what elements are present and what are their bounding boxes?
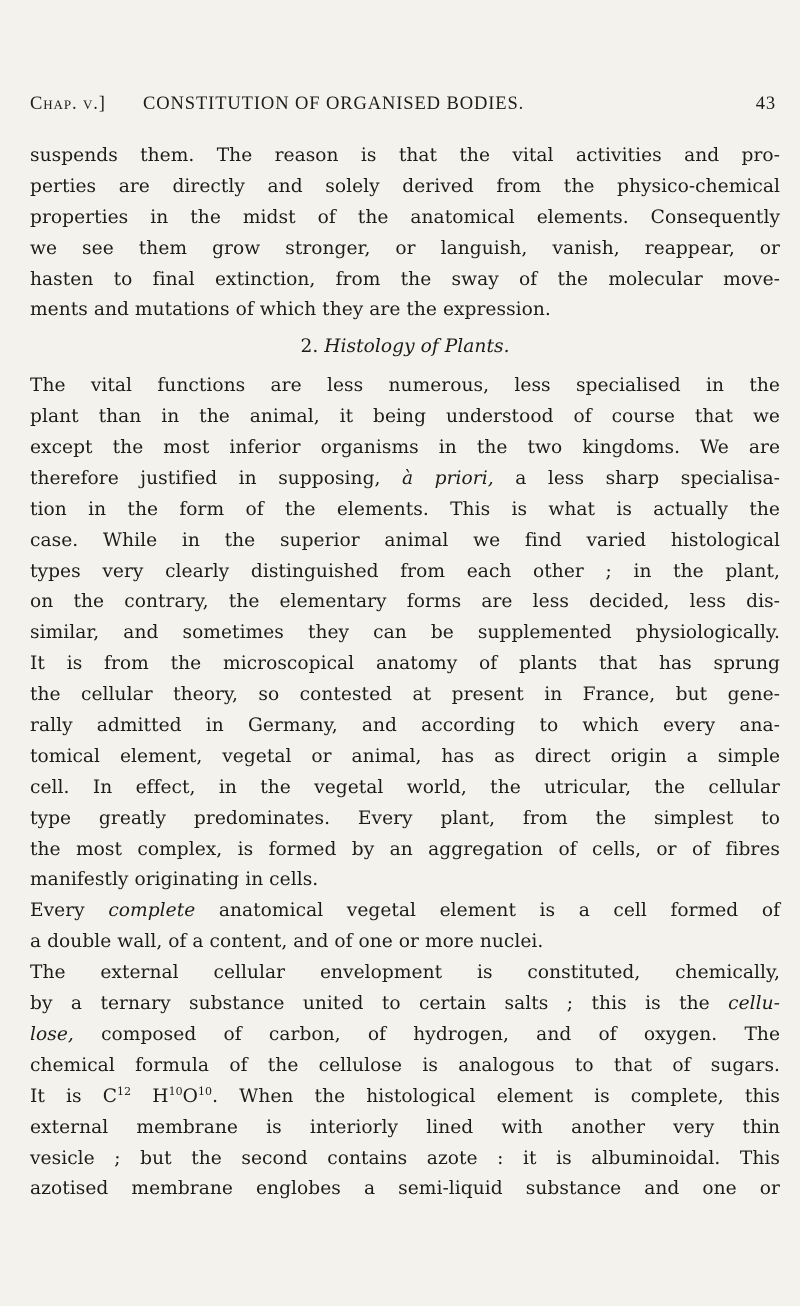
text-line: similar, and sometimes they can be supplemented physiologically. (30, 622, 780, 644)
text-line: types very clearly distinguished from each other ; in the plant, (30, 560, 780, 582)
chapter-label: Chap. v.] (30, 94, 106, 114)
text-run: . When the histological element is complete, this (212, 1085, 780, 1107)
text-line: properties in the midst of the anatomical elements. Consequently (30, 206, 780, 228)
text-line: chemical formula of the cellulose is analogous to that of sugars. (30, 1054, 780, 1076)
text-line: we see them grow stronger, or languish, vanish, reappear, or (30, 237, 780, 259)
running-title: CONSTITUTION OF ORGANISED BODIES. (143, 94, 525, 114)
text-line: perties are directly and solely derived from the physico-chemical (30, 175, 780, 197)
section-title: Histology of Plants. (324, 336, 510, 358)
text-run: H (131, 1085, 169, 1107)
text-line: The vital functions are less numerous, less specialised in the (30, 375, 780, 397)
italic-run: cellu- (728, 993, 780, 1015)
italic-run: lose, (30, 1023, 74, 1045)
italic-run: à priori, (402, 467, 494, 489)
text-line: The external cellular envelopment is constituted, chemically, (30, 962, 780, 984)
section-heading (30, 332, 780, 363)
text-line: tion in the form of the elements. This is what is actually the (30, 498, 780, 520)
text-line: manifestly originating in cells. (30, 869, 319, 891)
text-line: a double wall, of a content, and of one or more nuclei. (30, 931, 544, 953)
text-run: composed of carbon, of hydrogen, and of oxygen. The (101, 1023, 780, 1045)
text-line: vesicle ; but the second contains azote : it is albuminoidal. This (30, 1147, 780, 1169)
text-line: plant than in the animal, it being understood of course that we (30, 406, 780, 428)
section-number: 2. (300, 336, 319, 358)
text-line (30, 1020, 780, 1051)
text-line: It is from the microscopical anatomy of plants that has sprung (30, 653, 780, 675)
text-run: Every (30, 900, 85, 922)
text-run: It is C (30, 1085, 118, 1107)
running-header (30, 94, 776, 120)
text-line: external membrane is interiorly lined with another very thin (30, 1116, 780, 1138)
page-number: 43 (755, 94, 776, 114)
text-run: anatomical vegetal element is a cell formed of (218, 900, 781, 922)
text-line: azotised membrane englobes a semi-liquid substance and one or (30, 1178, 780, 1200)
text-line: rally admitted in Germany, and according to which every ana- (30, 715, 780, 737)
text-line: ments and mutations of which they are the expression. (30, 299, 551, 321)
text-line: suspends them. The reason is that the vital activities and pro- (30, 145, 780, 166)
text-line: type greatly predominates. Every plant, from the simplest to (30, 807, 780, 829)
page-body (30, 141, 780, 1205)
text-run: therefore justified in supposing, (30, 467, 381, 489)
text-run: O (182, 1085, 198, 1107)
text-run: by a ternary substance united to certain salts ; this is the (30, 993, 710, 1015)
text-line (30, 896, 780, 927)
italic-run: complete (108, 900, 196, 922)
text-line (30, 989, 780, 1020)
subscript-number: 10 (168, 1084, 183, 1098)
text-line: cell. In effect, in the vegetal world, the utricular, the cellular (30, 776, 780, 798)
formula-line (30, 1082, 780, 1113)
text-line: tomical element, vegetal or animal, has as direct origin a simple (30, 745, 780, 767)
text-line: hasten to final extinction, from the sway of the molecular move- (30, 268, 780, 290)
text-run: a less sharp specialisa- (515, 467, 780, 489)
text-line: except the most inferior organisms in the two kingdoms. We are (30, 437, 780, 459)
subscript-number: 10 (197, 1084, 213, 1098)
text-line: on the contrary, the elementary forms are less decided, less dis- (30, 591, 780, 613)
subscript-number: 12 (117, 1084, 132, 1098)
text-line: the most complex, is formed by an aggregation of cells, or of fibres (30, 838, 780, 860)
text-line: case. While in the superior animal we find varied histological (30, 529, 780, 551)
text-line (30, 464, 780, 495)
text-line: the cellular theory, so contested at present in France, but gene- (30, 684, 780, 706)
